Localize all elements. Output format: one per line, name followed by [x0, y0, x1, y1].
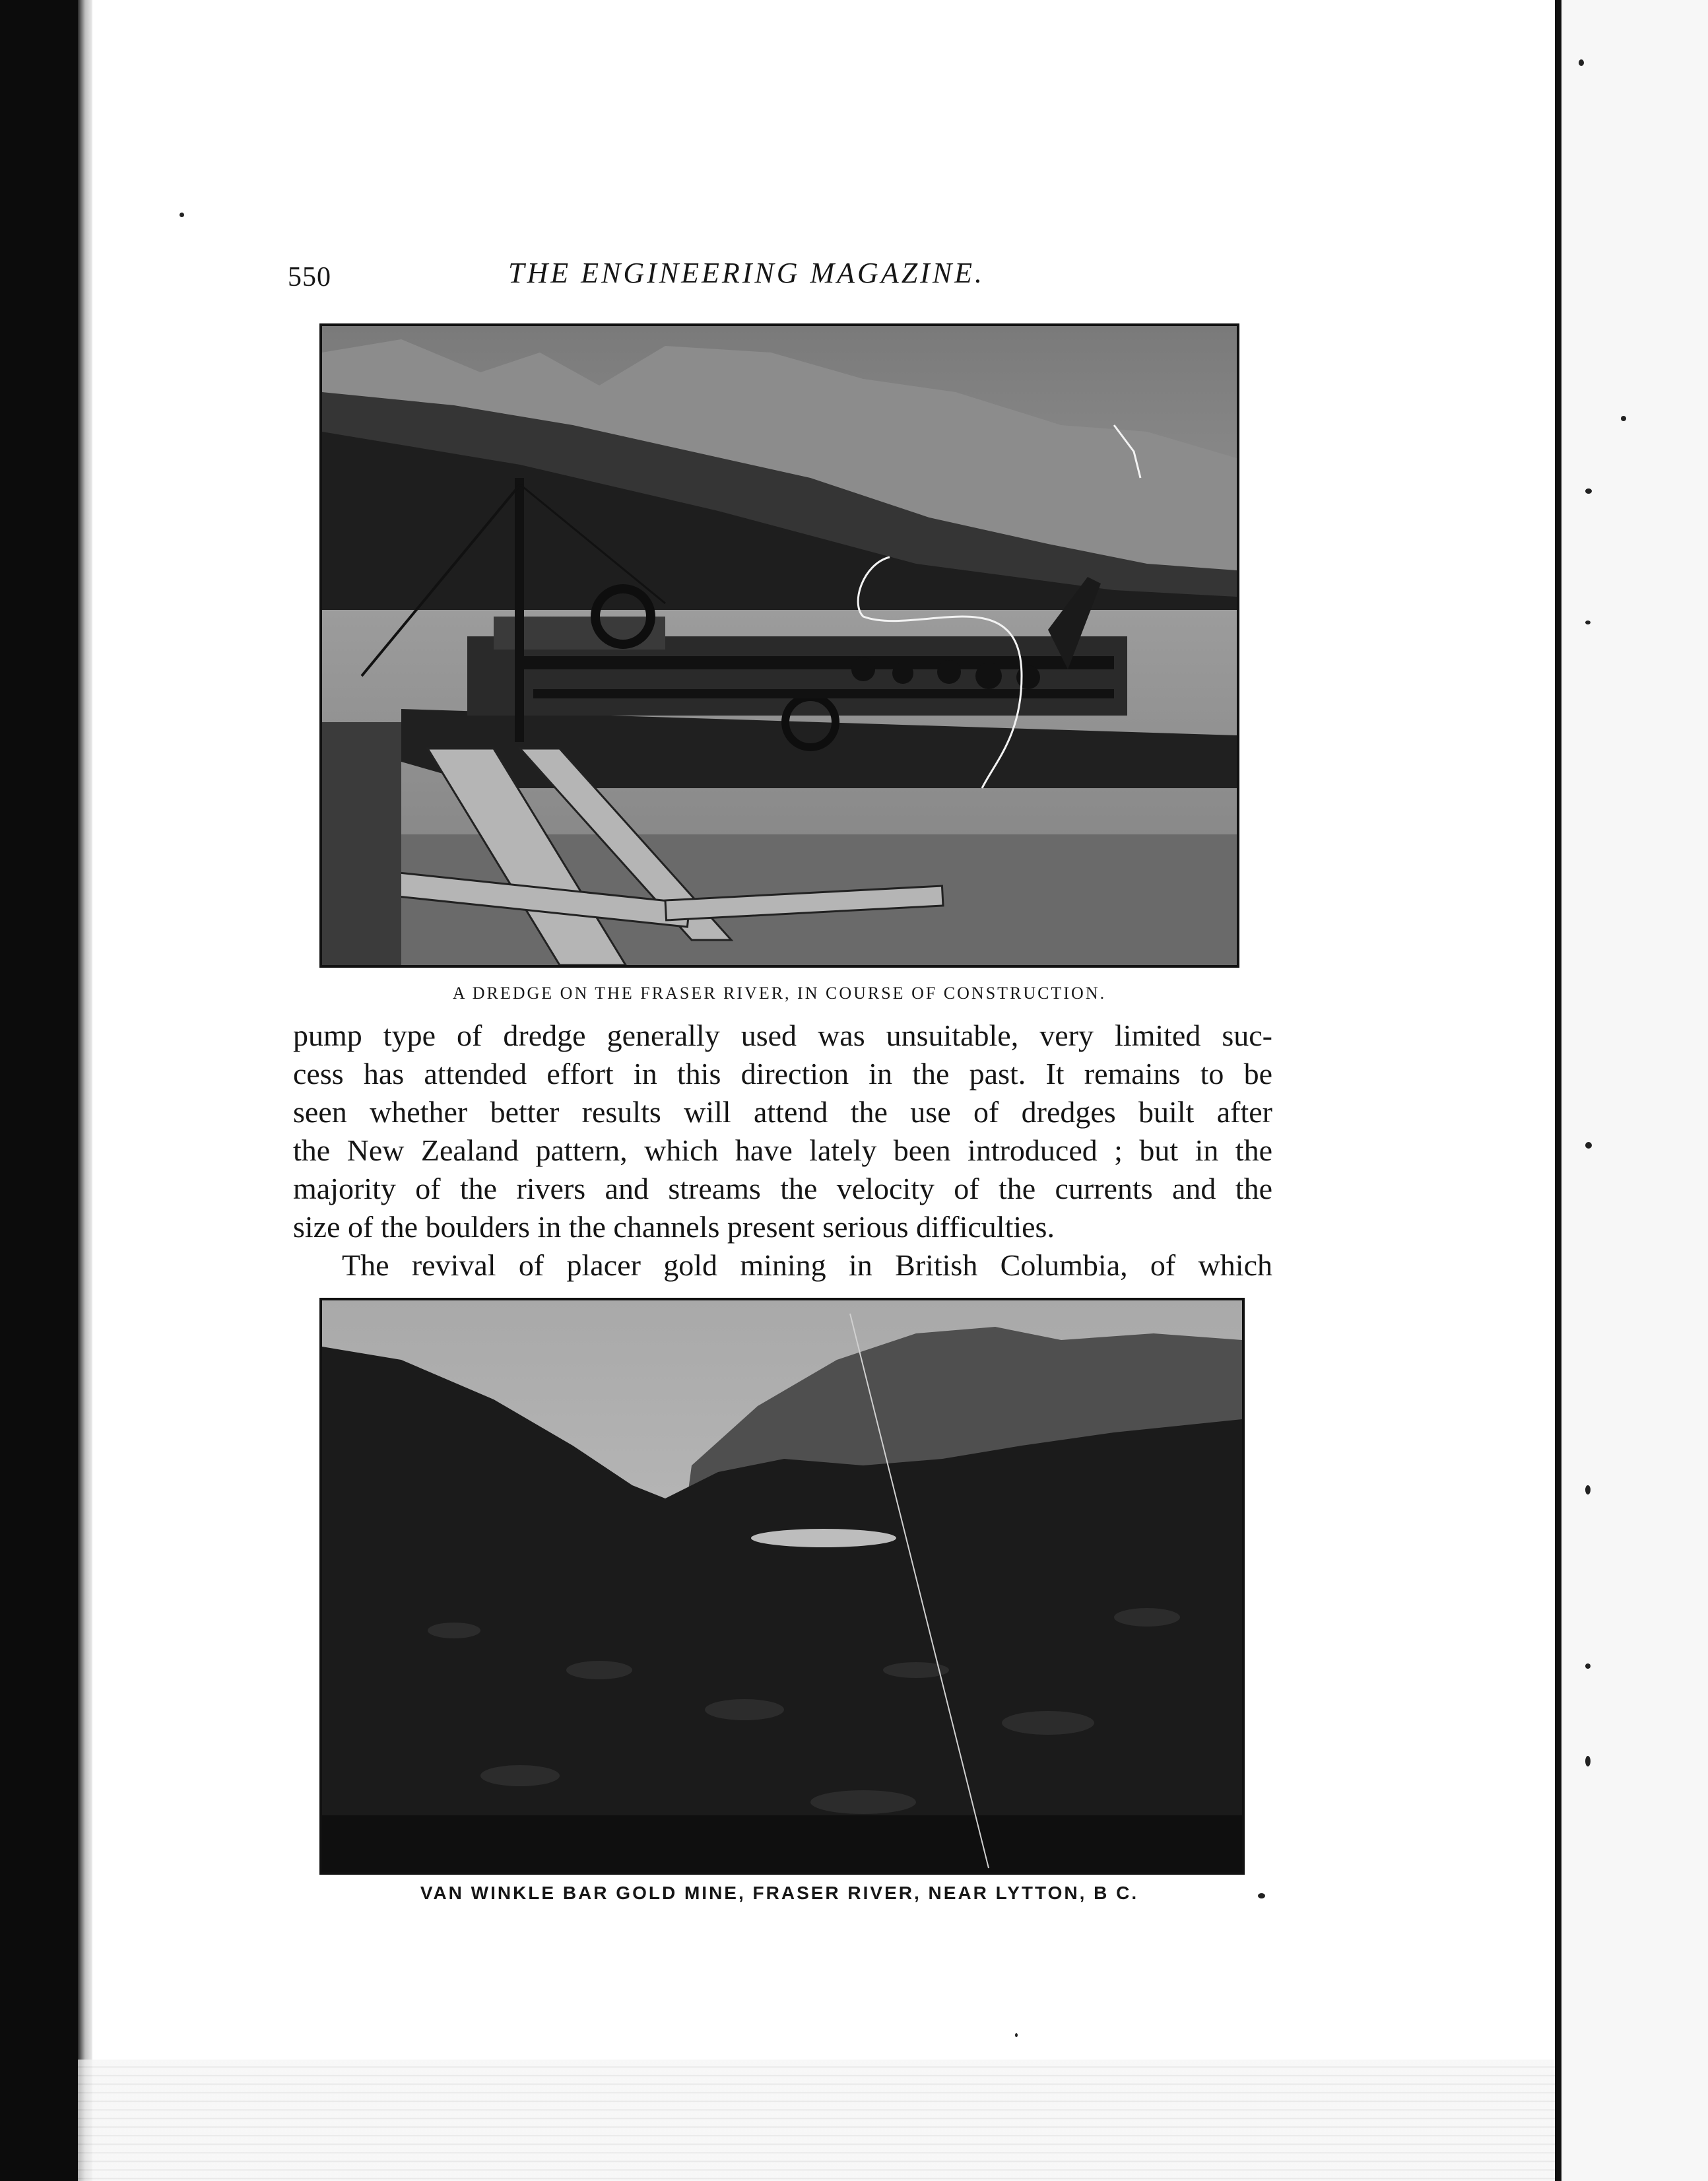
book-gutter	[1555, 0, 1561, 2181]
text-line: cess has attended effort in this direction in the past. It remains to be	[293, 1057, 1272, 1090]
dredge-photograph	[319, 323, 1239, 968]
page-stack-edge	[78, 2060, 1556, 2181]
text-line: size of the boulders in the channels present serious difficulties.	[293, 1210, 1055, 1244]
text-line: pump type of dredge generally used was unsuitable, very limited suc-	[293, 1019, 1272, 1052]
figure-caption: VAN WINKLE BAR GOLD MINE, FRASER RIVER, NEAR LYTTON, B C.	[420, 1883, 1139, 1903]
page-number: 550	[288, 262, 331, 292]
text-line: seen whether better results will attend the use of dredges built after	[293, 1095, 1272, 1129]
figure-caption: A DREDGE ON THE FRASER RIVER, IN COURSE OF CONSTRUCTION.	[452, 984, 1107, 1003]
running-head: THE ENGINEERING MAGAZINE.	[508, 257, 985, 289]
text-line: majority of the rivers and streams the velocity of the currents and the	[293, 1172, 1272, 1205]
body-text	[293, 1017, 1272, 1285]
speck	[180, 213, 184, 217]
scan-left-border	[0, 0, 78, 2181]
text-line: the New Zealand pattern, which have lately been introduced ; but in the	[293, 1133, 1272, 1167]
facing-page-edge	[1561, 0, 1708, 2181]
speck	[1258, 1893, 1265, 1898]
text-line: The revival of placer gold mining in British Columbia, of which	[342, 1248, 1272, 1282]
page-edge-shadow	[78, 0, 92, 2181]
speck	[1015, 2033, 1018, 2037]
gold-mine-photograph	[319, 1298, 1245, 1875]
